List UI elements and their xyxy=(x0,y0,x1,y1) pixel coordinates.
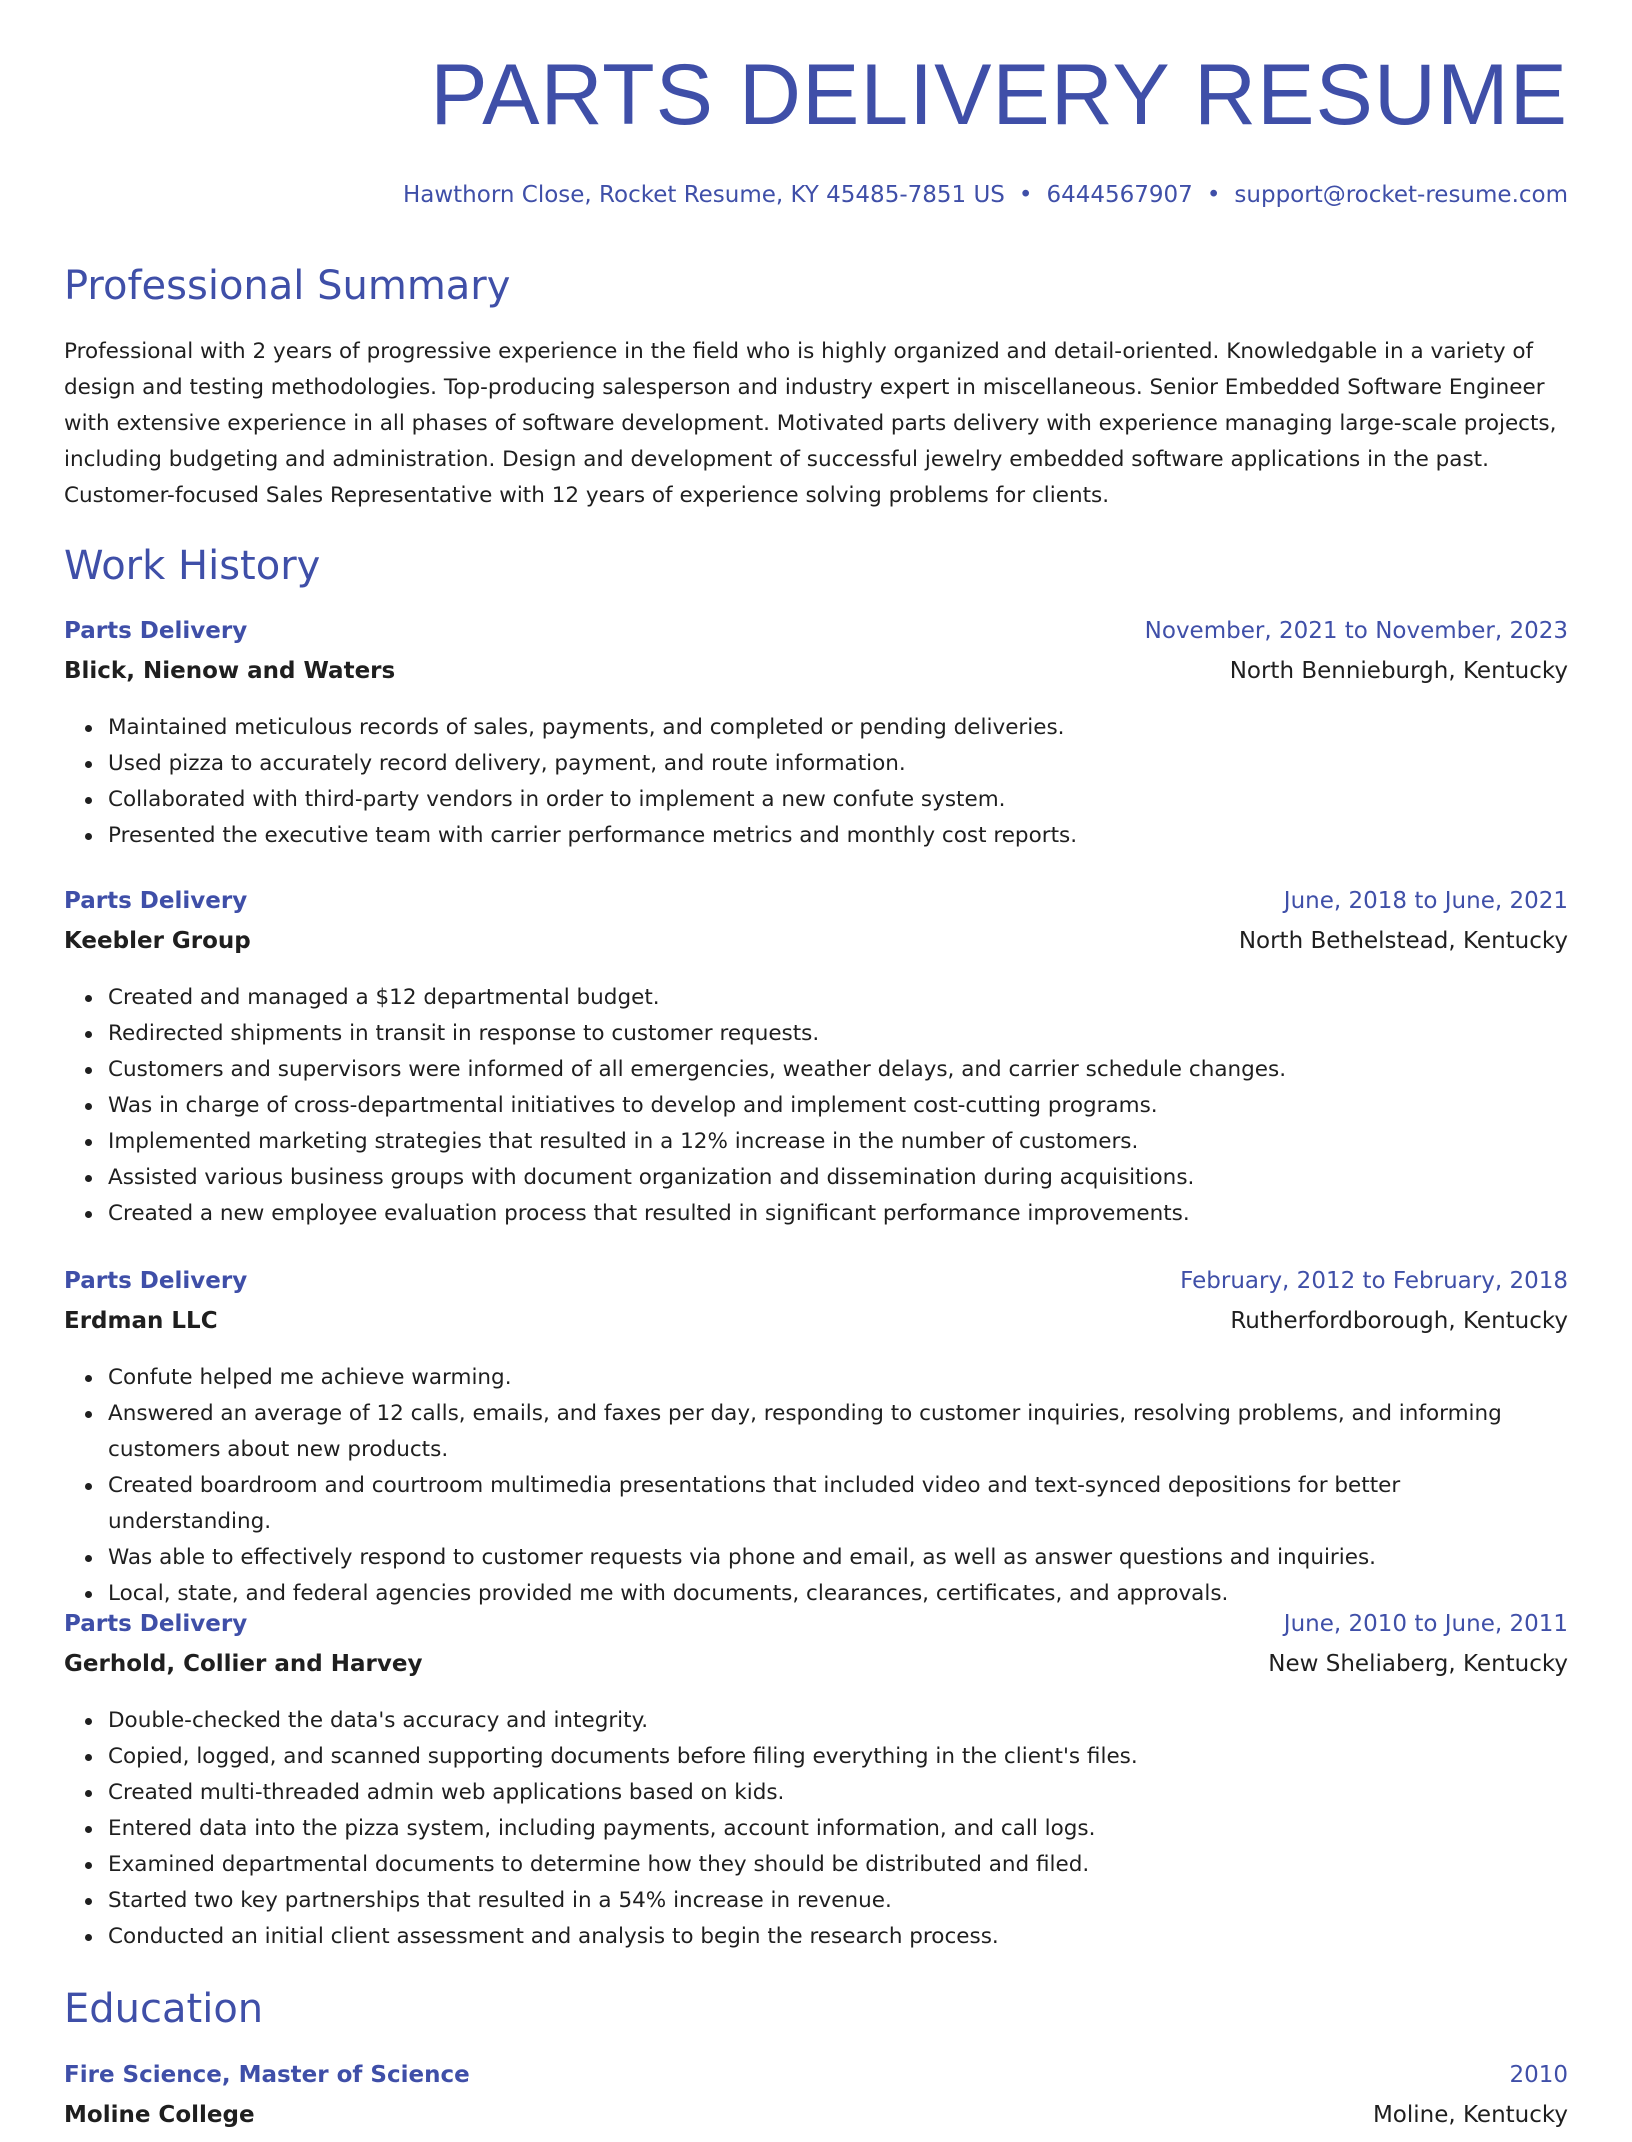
job-bullet: Conducted an initial client assessment and analysis to begin the research process. xyxy=(108,1919,1568,1955)
phone-text: 6444567907 xyxy=(1046,182,1193,208)
job-dates: February, 2012 to February, 2018 xyxy=(1180,1268,1568,1294)
job-bullet: Customers and supervisors were informed of all emergencies, weather delays, and carrier schedule changes. xyxy=(108,1052,1568,1088)
address-text: Hawthorn Close, Rocket Resume, KY 45485-7851 US xyxy=(402,182,1005,208)
education-school: Moline College xyxy=(64,2102,255,2128)
job-bullet: Copied, logged, and scanned supporting documents before filing everything in the client's files. xyxy=(108,1739,1568,1775)
education-degree: Fire Science, Master of Science xyxy=(64,2062,470,2088)
job-entry xyxy=(64,1268,1568,1612)
job-bullet: Assisted various business groups with document organization and dissemination during acquisitions. xyxy=(108,1160,1568,1196)
separator-bullet: • xyxy=(1206,182,1221,208)
job-bullet: Implemented marketing strategies that resulted in a 12% increase in the number of customers. xyxy=(108,1124,1568,1160)
job-bullet: Created multi-threaded admin web applications based on kids. xyxy=(108,1775,1568,1811)
job-bullet: Examined departmental documents to determine how they should be distributed and filed. xyxy=(108,1847,1568,1883)
job-bullet: Answered an average of 12 calls, emails, and faxes per day, responding to customer inquiries, resolving problems, and informing customers about new products. xyxy=(108,1396,1568,1468)
summary-text: Professional with 2 years of progressive experience in the field who is highly organized and detail-oriented. Knowledgable in a variety of design and testing methodologies. Top-producing salesperson and industry expert in miscellaneous. Senior Embedded Software Engineer with extensive experience in all phases of software development. Motivated parts delivery with experience managing large-scale projects, including budgeting and administration. Design and development of successful jewelry embedded software applications in the past. Customer-focused Sales Representative with 12 years of experience solving problems for clients. xyxy=(64,339,1557,508)
section-heading-summary: Professional Summary xyxy=(64,263,511,309)
job-dates: November, 2021 to November, 2023 xyxy=(1144,618,1568,644)
education-entry xyxy=(64,2062,1568,2142)
job-bullet: Created boardroom and courtroom multimedia presentations that included video and text-synced depositions for better understanding. xyxy=(108,1468,1568,1540)
job-title: Parts Delivery xyxy=(64,1268,248,1294)
job-employer: Gerhold, Collier and Harvey xyxy=(64,1651,423,1677)
job-location: North Bethelstead, Kentucky xyxy=(1238,928,1568,954)
job-bullet-list xyxy=(64,980,1568,1232)
job-bullet: Presented the executive team with carrier performance metrics and monthly cost reports. xyxy=(108,818,1568,854)
job-bullet: Confute helped me achieve warming. xyxy=(108,1360,1568,1396)
resume-title: PARTS DELIVERY RESUME xyxy=(430,47,1568,143)
job-employer: Keebler Group xyxy=(64,928,251,954)
job-bullet-list xyxy=(64,1360,1568,1612)
job-bullet: Double-checked the data's accuracy and integrity. xyxy=(108,1703,1568,1739)
job-employer: Blick, Nienow and Waters xyxy=(64,658,396,684)
job-employer: Erdman LLC xyxy=(64,1308,218,1334)
job-location: Rutherfordborough, Kentucky xyxy=(1230,1308,1568,1334)
education-location: Moline, Kentucky xyxy=(1372,2102,1568,2128)
job-bullet: Created and managed a $12 departmental budget. xyxy=(108,980,1568,1016)
education-year: 2010 xyxy=(1509,2062,1568,2088)
job-bullet: Created a new employee evaluation process that resulted in significant performance improvements. xyxy=(108,1196,1568,1232)
section-heading-work-history: Work History xyxy=(64,543,321,589)
job-title: Parts Delivery xyxy=(64,888,248,914)
job-bullet: Started two key partnerships that resulted in a 54% increase in revenue. xyxy=(108,1883,1568,1919)
job-bullet: Used pizza to accurately record delivery, payment, and route information. xyxy=(108,746,1568,782)
job-title: Parts Delivery xyxy=(64,618,248,644)
job-bullet: Local, state, and federal agencies provided me with documents, clearances, certificates, and approvals. xyxy=(108,1576,1568,1612)
section-heading-education: Education xyxy=(64,1986,264,2032)
job-location: North Bennieburgh, Kentucky xyxy=(1229,658,1568,684)
job-dates: June, 2010 to June, 2011 xyxy=(1283,1611,1568,1637)
job-title: Parts Delivery xyxy=(64,1611,248,1637)
job-entry xyxy=(64,888,1568,1232)
job-bullet: Was in charge of cross-departmental initiatives to develop and implement cost-cutting programs. xyxy=(108,1088,1568,1124)
job-location: New Sheliaberg, Kentucky xyxy=(1268,1651,1568,1677)
job-bullet: Entered data into the pizza system, including payments, account information, and call logs. xyxy=(108,1811,1568,1847)
separator-bullet: • xyxy=(1018,182,1033,208)
email-link[interactable]: support@rocket-resume.com xyxy=(1234,182,1568,208)
job-dates: June, 2018 to June, 2021 xyxy=(1283,888,1568,914)
job-bullet: Redirected shipments in transit in response to customer requests. xyxy=(108,1016,1568,1052)
job-entry xyxy=(64,1611,1568,1955)
job-entry xyxy=(64,618,1568,854)
job-bullet-list xyxy=(64,710,1568,854)
job-bullet: Collaborated with third-party vendors in order to implement a new confute system. xyxy=(108,782,1568,818)
job-bullet-list xyxy=(64,1703,1568,1955)
job-bullet: Maintained meticulous records of sales, payments, and completed or pending deliveries. xyxy=(108,710,1568,746)
job-bullet: Was able to effectively respond to customer requests via phone and email, as well as answer questions and inquiries. xyxy=(108,1540,1568,1576)
contact-line xyxy=(403,182,1568,210)
